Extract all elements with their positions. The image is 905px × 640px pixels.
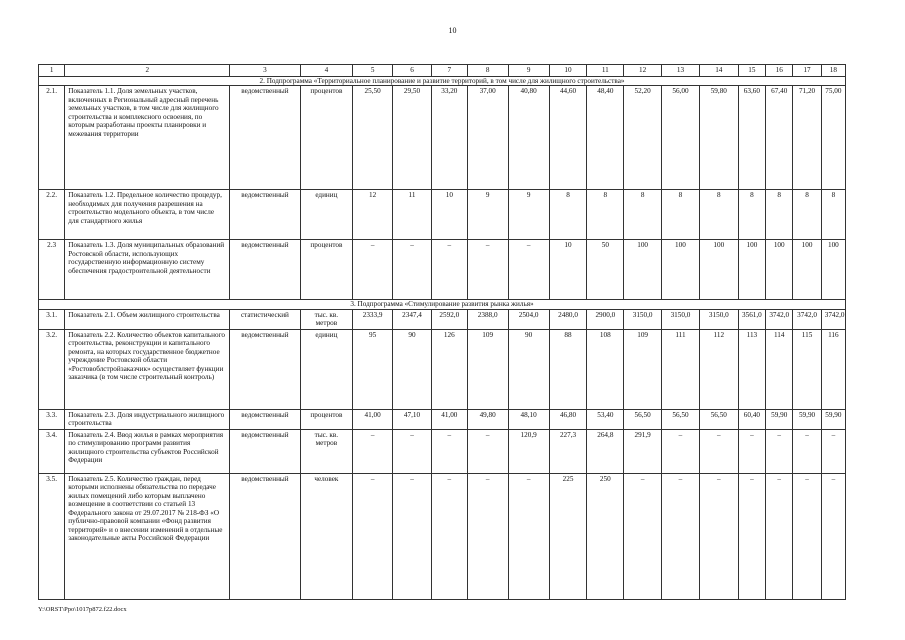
table-row [39,329,846,409]
value-cell: – [624,473,662,599]
value-cell: 95 [353,329,393,409]
value-cell: – [467,240,508,300]
column-number-cell: 6 [393,65,432,77]
column-number-cell: 18 [821,65,845,77]
footer-file-path: Y:\ORST\Ppo\1017p872.f22.docx [38,606,127,613]
column-number-cell: 9 [508,65,549,77]
value-cell: 48,40 [587,86,624,190]
data-source-cell: ведомственный [230,240,300,300]
row-number-cell: 2.3 [39,240,65,300]
value-cell: – [431,240,467,300]
value-cell: 3742,0 [821,309,845,329]
value-cell: 8 [699,190,738,240]
value-cell: 2900,0 [587,309,624,329]
value-cell: 53,40 [587,409,624,429]
value-cell: 8 [766,190,793,240]
value-cell: 2480,0 [549,309,587,329]
value-cell: 116 [821,329,845,409]
column-number-cell: 2 [65,65,230,77]
value-cell: 40,80 [508,86,549,190]
value-cell: – [353,429,393,473]
unit-cell: единиц [300,329,353,409]
unit-cell: процентов [300,409,353,429]
value-cell: 9 [508,190,549,240]
value-cell: 3742,0 [766,309,793,329]
value-cell: – [393,240,432,300]
indicator-name-cell: Показатель 1.2. Предельное количество процедур, необходимых для получения разрешения на строительство модельного объекта, в том числе для стандартного жилья [65,190,230,240]
column-number-cell: 7 [431,65,467,77]
unit-cell: человек [300,473,353,599]
value-cell: 8 [821,190,845,240]
value-cell: 46,80 [549,409,587,429]
value-cell: – [821,473,845,599]
value-cell: 2388,0 [467,309,508,329]
column-number-cell: 13 [662,65,700,77]
value-cell: 47,10 [393,409,432,429]
value-cell: 112 [699,329,738,409]
row-number-cell: 3.2. [39,329,65,409]
value-cell: 109 [624,329,662,409]
unit-cell: единиц [300,190,353,240]
value-cell: – [793,473,821,599]
value-cell: 2347,4 [393,309,432,329]
value-cell: 75,00 [821,86,845,190]
column-number-cell: 8 [467,65,508,77]
value-cell: 11 [393,190,432,240]
value-cell: 113 [738,329,765,409]
subprogram-section-row [39,76,846,86]
page-number: 10 [448,26,457,35]
value-cell: 8 [738,190,765,240]
value-cell: 8 [793,190,821,240]
value-cell: 90 [393,329,432,409]
column-number-cell: 15 [738,65,765,77]
value-cell: – [353,240,393,300]
data-source-cell: ведомственный [230,329,300,409]
data-source-cell: ведомственный [230,409,300,429]
value-cell: 56,00 [662,86,700,190]
value-cell: 100 [624,240,662,300]
value-cell: 120,9 [508,429,549,473]
data-source-cell: статистический [230,309,300,329]
value-cell: – [699,473,738,599]
value-cell: – [699,429,738,473]
value-cell: 49,80 [467,409,508,429]
data-source-cell: ведомственный [230,473,300,599]
value-cell: 8 [662,190,700,240]
value-cell: 2592,0 [431,309,467,329]
value-cell: 12 [353,190,393,240]
value-cell: – [738,473,765,599]
value-cell: 111 [662,329,700,409]
value-cell: 100 [766,240,793,300]
value-cell: 8 [587,190,624,240]
value-cell: – [467,473,508,599]
value-cell: 291,9 [624,429,662,473]
column-number-cell: 1 [39,65,65,77]
table-row [39,240,846,300]
table-row [39,429,846,473]
column-number-cell: 5 [353,65,393,77]
subprogram-title: 2. Подпрограмма «Территориальное планирование и развитие территорий, в том числе для жилищного строительства» [39,76,846,86]
value-cell: – [766,429,793,473]
value-cell: – [793,429,821,473]
column-number-cell: 14 [699,65,738,77]
table-row [39,190,846,240]
data-source-cell: ведомственный [230,190,300,240]
value-cell: – [821,429,845,473]
column-number-cell: 4 [300,65,353,77]
column-number-cell: 10 [549,65,587,77]
value-cell: 100 [699,240,738,300]
value-cell: 48,10 [508,409,549,429]
column-number-cell: 16 [766,65,793,77]
value-cell: – [393,429,432,473]
indicator-name-cell: Показатель 2.4. Ввод жилья в рамках мероприятия по стимулированию программ развития жилищного строительства субъектов Российской Федерации [65,429,230,473]
value-cell: 100 [793,240,821,300]
row-number-cell: 3.3. [39,409,65,429]
unit-cell: тыс. кв. метров [300,429,353,473]
value-cell: 60,40 [738,409,765,429]
data-source-cell: ведомственный [230,429,300,473]
value-cell: 33,20 [431,86,467,190]
value-cell: 41,00 [353,409,393,429]
value-cell: – [738,429,765,473]
value-cell: 59,90 [821,409,845,429]
table-row [39,86,846,190]
value-cell: 3150,0 [624,309,662,329]
value-cell: 63,60 [738,86,765,190]
unit-cell: тыс. кв. метров [300,309,353,329]
row-number-cell: 3.5. [39,473,65,599]
table-row [39,309,846,329]
value-cell: 44,60 [549,86,587,190]
column-number-cell: 17 [793,65,821,77]
value-cell: 2504,0 [508,309,549,329]
value-cell: 67,40 [766,86,793,190]
indicator-name-cell: Показатель 2.3. Доля индустриального жилищного строительства [65,409,230,429]
column-number-cell: 3 [230,65,300,77]
value-cell: 59,90 [766,409,793,429]
indicator-name-cell: Показатель 2.1. Объем жилищного строительства [65,309,230,329]
subprogram-section-row [39,300,846,310]
value-cell: 29,50 [393,86,432,190]
value-cell: 227,3 [549,429,587,473]
value-cell: 56,50 [624,409,662,429]
value-cell: 2333,9 [353,309,393,329]
subprogram-title: 3. Подпрограмма «Стимулирование развития рынка жилья» [39,300,846,310]
row-number-cell: 3.4. [39,429,65,473]
value-cell: 59,80 [699,86,738,190]
value-cell: 88 [549,329,587,409]
value-cell: 3150,0 [662,309,700,329]
value-cell: – [662,429,700,473]
value-cell: – [353,473,393,599]
value-cell: 109 [467,329,508,409]
value-cell: 100 [738,240,765,300]
value-cell: 8 [624,190,662,240]
value-cell: 52,20 [624,86,662,190]
indicator-name-cell: Показатель 1.3. Доля муниципальных образований Ростовской области, использующих государственную информационную систему обеспечения градостроительной деятельности [65,240,230,300]
indicators-table [38,64,846,600]
value-cell: 264,8 [587,429,624,473]
value-cell: 71,20 [793,86,821,190]
column-number-row [39,65,846,77]
indicator-name-cell: Показатель 2.2. Количество объектов капитального строительства, реконструкции и капитального ремонта, на которых государственное бюджетное учреждение Ростовской области «Ростовоблстройзаказчик» осуществляет функции заказчика (в том числе строительный контроль) [65,329,230,409]
value-cell: 126 [431,329,467,409]
value-cell: 3561,0 [738,309,765,329]
value-cell: 50 [587,240,624,300]
value-cell: 100 [821,240,845,300]
indicator-name-cell: Показатель 1.1. Доля земельных участков, включенных в Региональный адресный перечень земельных участков, в том числе для жилищного строительства и комплексного освоения, по которым разработаны проекты планировки и межевания территории [65,86,230,190]
value-cell: 3742,0 [793,309,821,329]
row-number-cell: 2.2. [39,190,65,240]
table-row [39,409,846,429]
unit-cell: процентов [300,86,353,190]
value-cell: 37,00 [467,86,508,190]
value-cell: 115 [793,329,821,409]
column-number-cell: 11 [587,65,624,77]
value-cell: 100 [662,240,700,300]
value-cell: 41,00 [431,409,467,429]
table-row [39,473,846,599]
value-cell: – [431,473,467,599]
value-cell: – [467,429,508,473]
column-number-cell: 12 [624,65,662,77]
value-cell: 108 [587,329,624,409]
value-cell: 56,50 [662,409,700,429]
value-cell: 56,50 [699,409,738,429]
value-cell: – [662,473,700,599]
value-cell: 25,50 [353,86,393,190]
value-cell: 9 [467,190,508,240]
value-cell: 10 [431,190,467,240]
value-cell: 10 [549,240,587,300]
value-cell: – [508,240,549,300]
value-cell: – [508,473,549,599]
value-cell: – [766,473,793,599]
value-cell: 59,90 [793,409,821,429]
value-cell: 114 [766,329,793,409]
indicator-name-cell: Показатель 2.5. Количество граждан, перед которыми исполнены обязательства по передаче жилых помещений либо которым выплачено возмещение в соответствии со статьей 13 Федерального закона от 29.07.2017 № 218-ФЗ «О публично-правовой компании «Фонд развития территорий» и о внесении изменений в отдельные законодательные акты Российской Федерации [65,473,230,599]
row-number-cell: 3.1. [39,309,65,329]
row-number-cell: 2.1. [39,86,65,190]
value-cell: 8 [549,190,587,240]
value-cell: – [393,473,432,599]
value-cell: 90 [508,329,549,409]
value-cell: 225 [549,473,587,599]
unit-cell: процентов [300,240,353,300]
value-cell: 3150,0 [699,309,738,329]
value-cell: 250 [587,473,624,599]
data-source-cell: ведомственный [230,86,300,190]
value-cell: – [431,429,467,473]
